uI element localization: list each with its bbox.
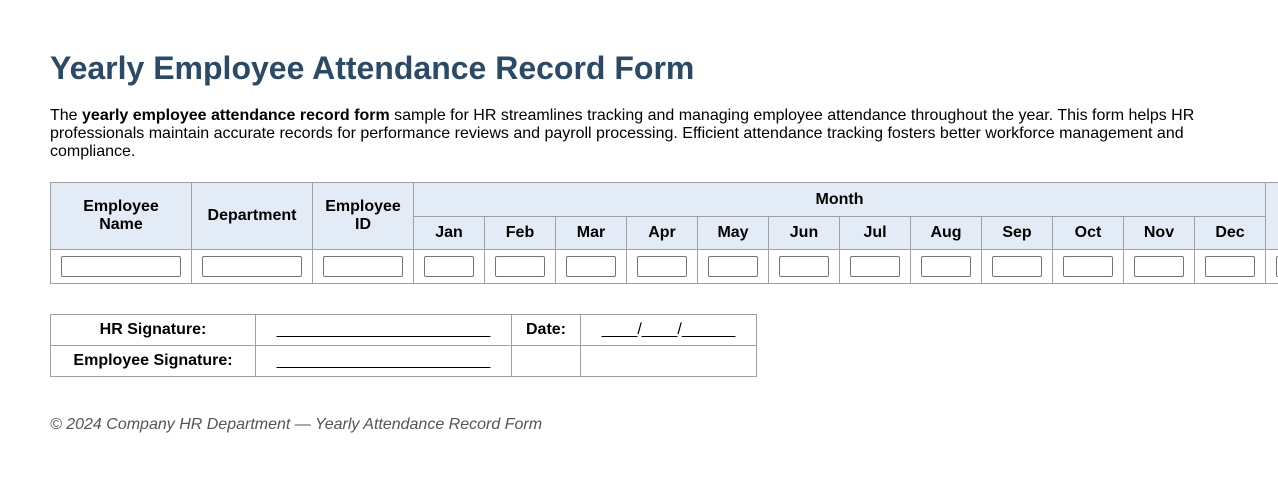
sep-input[interactable] xyxy=(992,256,1042,277)
date-line: ____/____/______ xyxy=(601,321,736,338)
mar-input[interactable] xyxy=(566,256,616,277)
hr-signature-field[interactable] xyxy=(256,315,512,346)
may-input[interactable] xyxy=(708,256,758,277)
intro-bold: yearly employee attendance record form xyxy=(82,107,390,124)
header-month-group: Month xyxy=(414,183,1266,217)
jun-input[interactable] xyxy=(779,256,829,277)
empty-cell xyxy=(581,346,757,377)
employee-signature-field[interactable] xyxy=(256,346,512,377)
header-month-oct: Oct xyxy=(1053,217,1124,250)
dec-input[interactable] xyxy=(1205,256,1255,277)
header-month-sep: Sep xyxy=(982,217,1053,250)
aug-input[interactable] xyxy=(921,256,971,277)
hr-signature-line: ________________________ xyxy=(276,321,491,338)
footer-text: © 2024 Company HR Department — Yearly Attendance Record Form xyxy=(50,416,543,433)
hr-signature-row xyxy=(51,315,757,346)
date-field[interactable] xyxy=(581,315,757,346)
employee-signature-line: ________________________ xyxy=(276,352,491,369)
header-employee-name: Employee Name xyxy=(51,183,192,250)
employee-id-input[interactable] xyxy=(323,256,403,277)
feb-input[interactable] xyxy=(495,256,545,277)
nov-input[interactable] xyxy=(1134,256,1184,277)
employee-name-input[interactable] xyxy=(61,256,181,277)
employee-signature-row xyxy=(51,346,757,377)
department-input[interactable] xyxy=(202,256,302,277)
header-month-jul: Jul xyxy=(840,217,911,250)
header-employee-id: Employee ID xyxy=(313,183,414,250)
intro-prefix: The xyxy=(50,107,83,124)
employee-signature-label: Employee Signature: xyxy=(51,346,256,377)
header-month-mar: Mar xyxy=(556,217,627,250)
oct-input[interactable] xyxy=(1063,256,1113,277)
jan-input[interactable] xyxy=(424,256,474,277)
hr-signature-label: HR Signature: xyxy=(51,315,256,346)
table-row xyxy=(51,250,1278,284)
header-month-aug: Aug xyxy=(911,217,982,250)
intro-paragraph xyxy=(50,107,1210,161)
header-department: Department xyxy=(192,183,313,250)
header-month-may: May xyxy=(698,217,769,250)
empty-cell xyxy=(512,346,581,377)
intro-suffix: sample for HR streamlines tracking and managing employee attendance throughout the year. This form helps HR professionals maintain accurate records for performance reviews and payroll processing. Efficient attendance tracking fosters better workforce management and compliance. xyxy=(50,107,1195,160)
header-month-nov: Nov xyxy=(1124,217,1195,250)
header-month-jan: Jan xyxy=(414,217,485,250)
header-month-apr: Apr xyxy=(627,217,698,250)
header-month-jun: Jun xyxy=(769,217,840,250)
header-extra-clipped xyxy=(1266,183,1278,250)
apr-input[interactable] xyxy=(637,256,687,277)
date-label: Date: xyxy=(512,315,581,346)
jul-input[interactable] xyxy=(850,256,900,277)
header-month-dec: Dec xyxy=(1195,217,1266,250)
header-month-feb: Feb xyxy=(485,217,556,250)
attendance-table xyxy=(50,182,1278,284)
signature-table xyxy=(50,314,757,377)
page-title: Yearly Employee Attendance Record Form xyxy=(50,50,695,86)
